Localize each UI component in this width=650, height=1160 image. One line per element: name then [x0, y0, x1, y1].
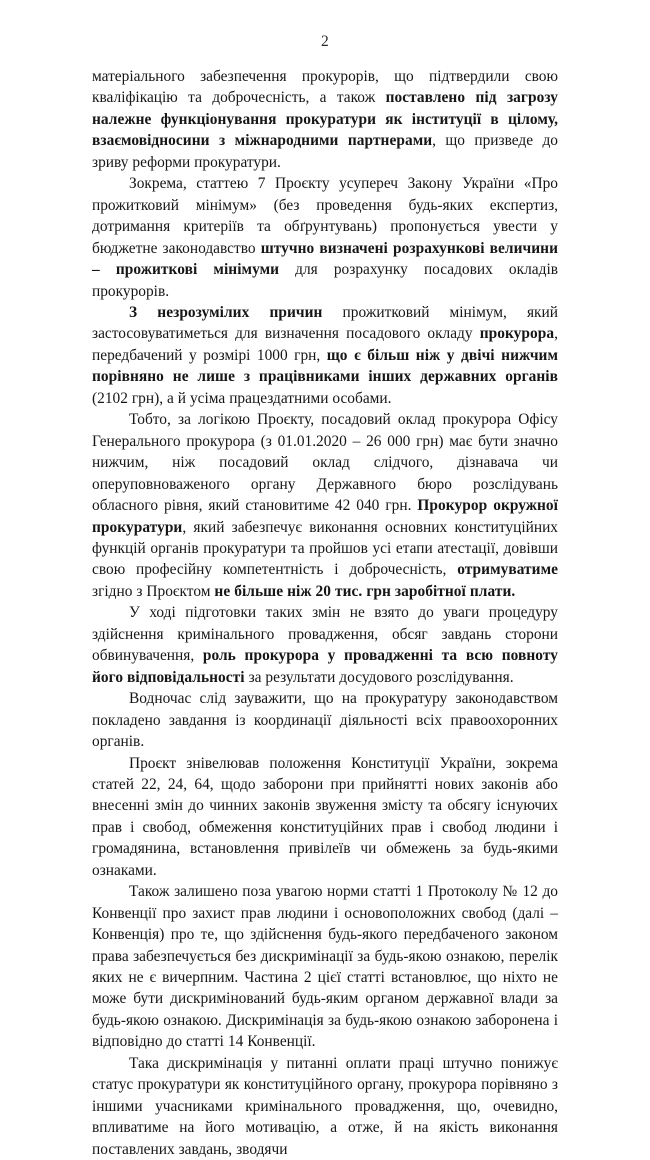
text-run: Тобто, за логікою Проєкту, посадовий оклад прокурора Офісу Генерального прокурора (з 01.01.2020 – 26 000 грн) має бути значно нижчим, ніж посадовий оклад слідчого, дізнавача чи оперуповноваженого органу Державного бюро розслідувань обласного рівня, який становитиме 42 040 грн.	[92, 411, 558, 515]
text-run: прожитковий мінімум, який застосовуватиметься для визначення посадового окладу	[92, 303, 558, 343]
emphasis-text-run: отримуватиме	[457, 561, 558, 579]
emphasis-text-run: штучно визначені розрахункові величини – прожиткові мінімуми	[92, 239, 559, 279]
page-number: 2	[321, 33, 329, 50]
text-run: (2102 грн), а й усіма працездатними особами.	[92, 389, 392, 407]
paragraph	[92, 302, 558, 409]
paragraph	[92, 881, 558, 1053]
paragraph	[92, 1053, 558, 1160]
emphasis-text-run: поставлено під загрозу належне функціонування прокуратури як інституції в цілому, взаємовідносини з міжнародними партнерами	[92, 89, 558, 150]
document-body	[92, 66, 558, 1160]
text-run: Зокрема, статтею 7 Проєкту усупереч Закону України «Про прожитковий мінімум» (без проведення будь-яких експертиз, дотримання критеріїв та обґрунтувань) пропонується увести у бюджетне законодавство	[92, 175, 558, 257]
paragraph	[92, 409, 558, 602]
emphasis-text-run: Прокурор окружної прокуратури	[92, 497, 559, 536]
emphasis-text-run: З незрозумілих причин	[129, 303, 323, 321]
text-run: Водночас слід зауважити, що на прокуратуру законодавством покладено завдання із координації діяльності всіх правоохоронних органів.	[92, 690, 558, 751]
paragraph	[92, 173, 558, 302]
emphasis-text-run: не більше ніж 20 тис. грн заробітної плати.	[214, 582, 516, 600]
text-run: , що призведе до зриву реформи прокуратури.	[92, 132, 558, 171]
text-run: , який забезпечує виконання основних конституційних функцій органів прокуратури та пройшов усі етапи атестації, довівши свою професійну компетентність і доброчесність,	[92, 518, 558, 579]
emphasis-text-run: що є більш ніж у двічі нижчим порівняно не лише з працівниками інших державних органів	[92, 346, 559, 386]
text-run: Проєкт знівелював положення Конституції України, зокрема статей 22, 24, 64, щодо заборони при прийнятті нових законів або внесенні змін до чинних законів звуження змісту та обсягу існуючих прав і свобод, обмеження конституційних прав і свобод людини і громадянина, встановлення привілеїв чи обмежень за будь-якими ознаками.	[92, 754, 558, 879]
text-run: Також залишено поза увагою норми статті 1 Протоколу № 12 до Конвенції про захист прав людини і основоположних свобод (далі – Конвенція) про те, що здійснення будь-якого передбаченого законом права забезпечується без дискримінації за будь-якою ознакою, перелік яких не є вичерпним. Частина 2 цієї статті встановлює, що ніхто не може бути дискримінований будь-яким органом державної влади за будь-якою ознакою. Дискримінація за будь-якою ознакою заборонена і відповідно до статті 14 Конвенції.	[92, 883, 558, 1051]
emphasis-text-run: роль прокурора у провадженні та всю повноту його відповідальності	[92, 647, 558, 686]
text-run: Така дискримінація у питанні оплати праці штучно понижує статус прокуратури як конституційного органу, прокурора порівняно з іншими учасниками кримінального провадження, що, очевидно, впливатиме на його мотивацію, а отже, й на якість виконання поставлених завдань, зводячи	[92, 1054, 558, 1158]
paragraph	[92, 753, 558, 882]
emphasis-text-run: прокурора	[479, 325, 555, 343]
text-run: матеріального забезпечення прокурорів, що підтвердили свою кваліфікацію та доброчесність, а також	[92, 68, 558, 107]
text-run: , передбачений у розмірі 1000 грн,	[92, 325, 558, 364]
paragraph	[92, 602, 558, 688]
text-run: згідно з Проєктом	[92, 582, 215, 600]
text-run: У ході підготовки таких змін не взято до уваги процедуру здійснення кримінального провадження, обсяг завдань сторони обвинувачення,	[92, 604, 558, 665]
text-run: для розрахунку посадових окладів прокурорів.	[92, 261, 558, 300]
text-run: за результати досудового розслідування.	[244, 668, 514, 686]
paragraph	[92, 688, 558, 752]
paragraph	[92, 66, 558, 173]
